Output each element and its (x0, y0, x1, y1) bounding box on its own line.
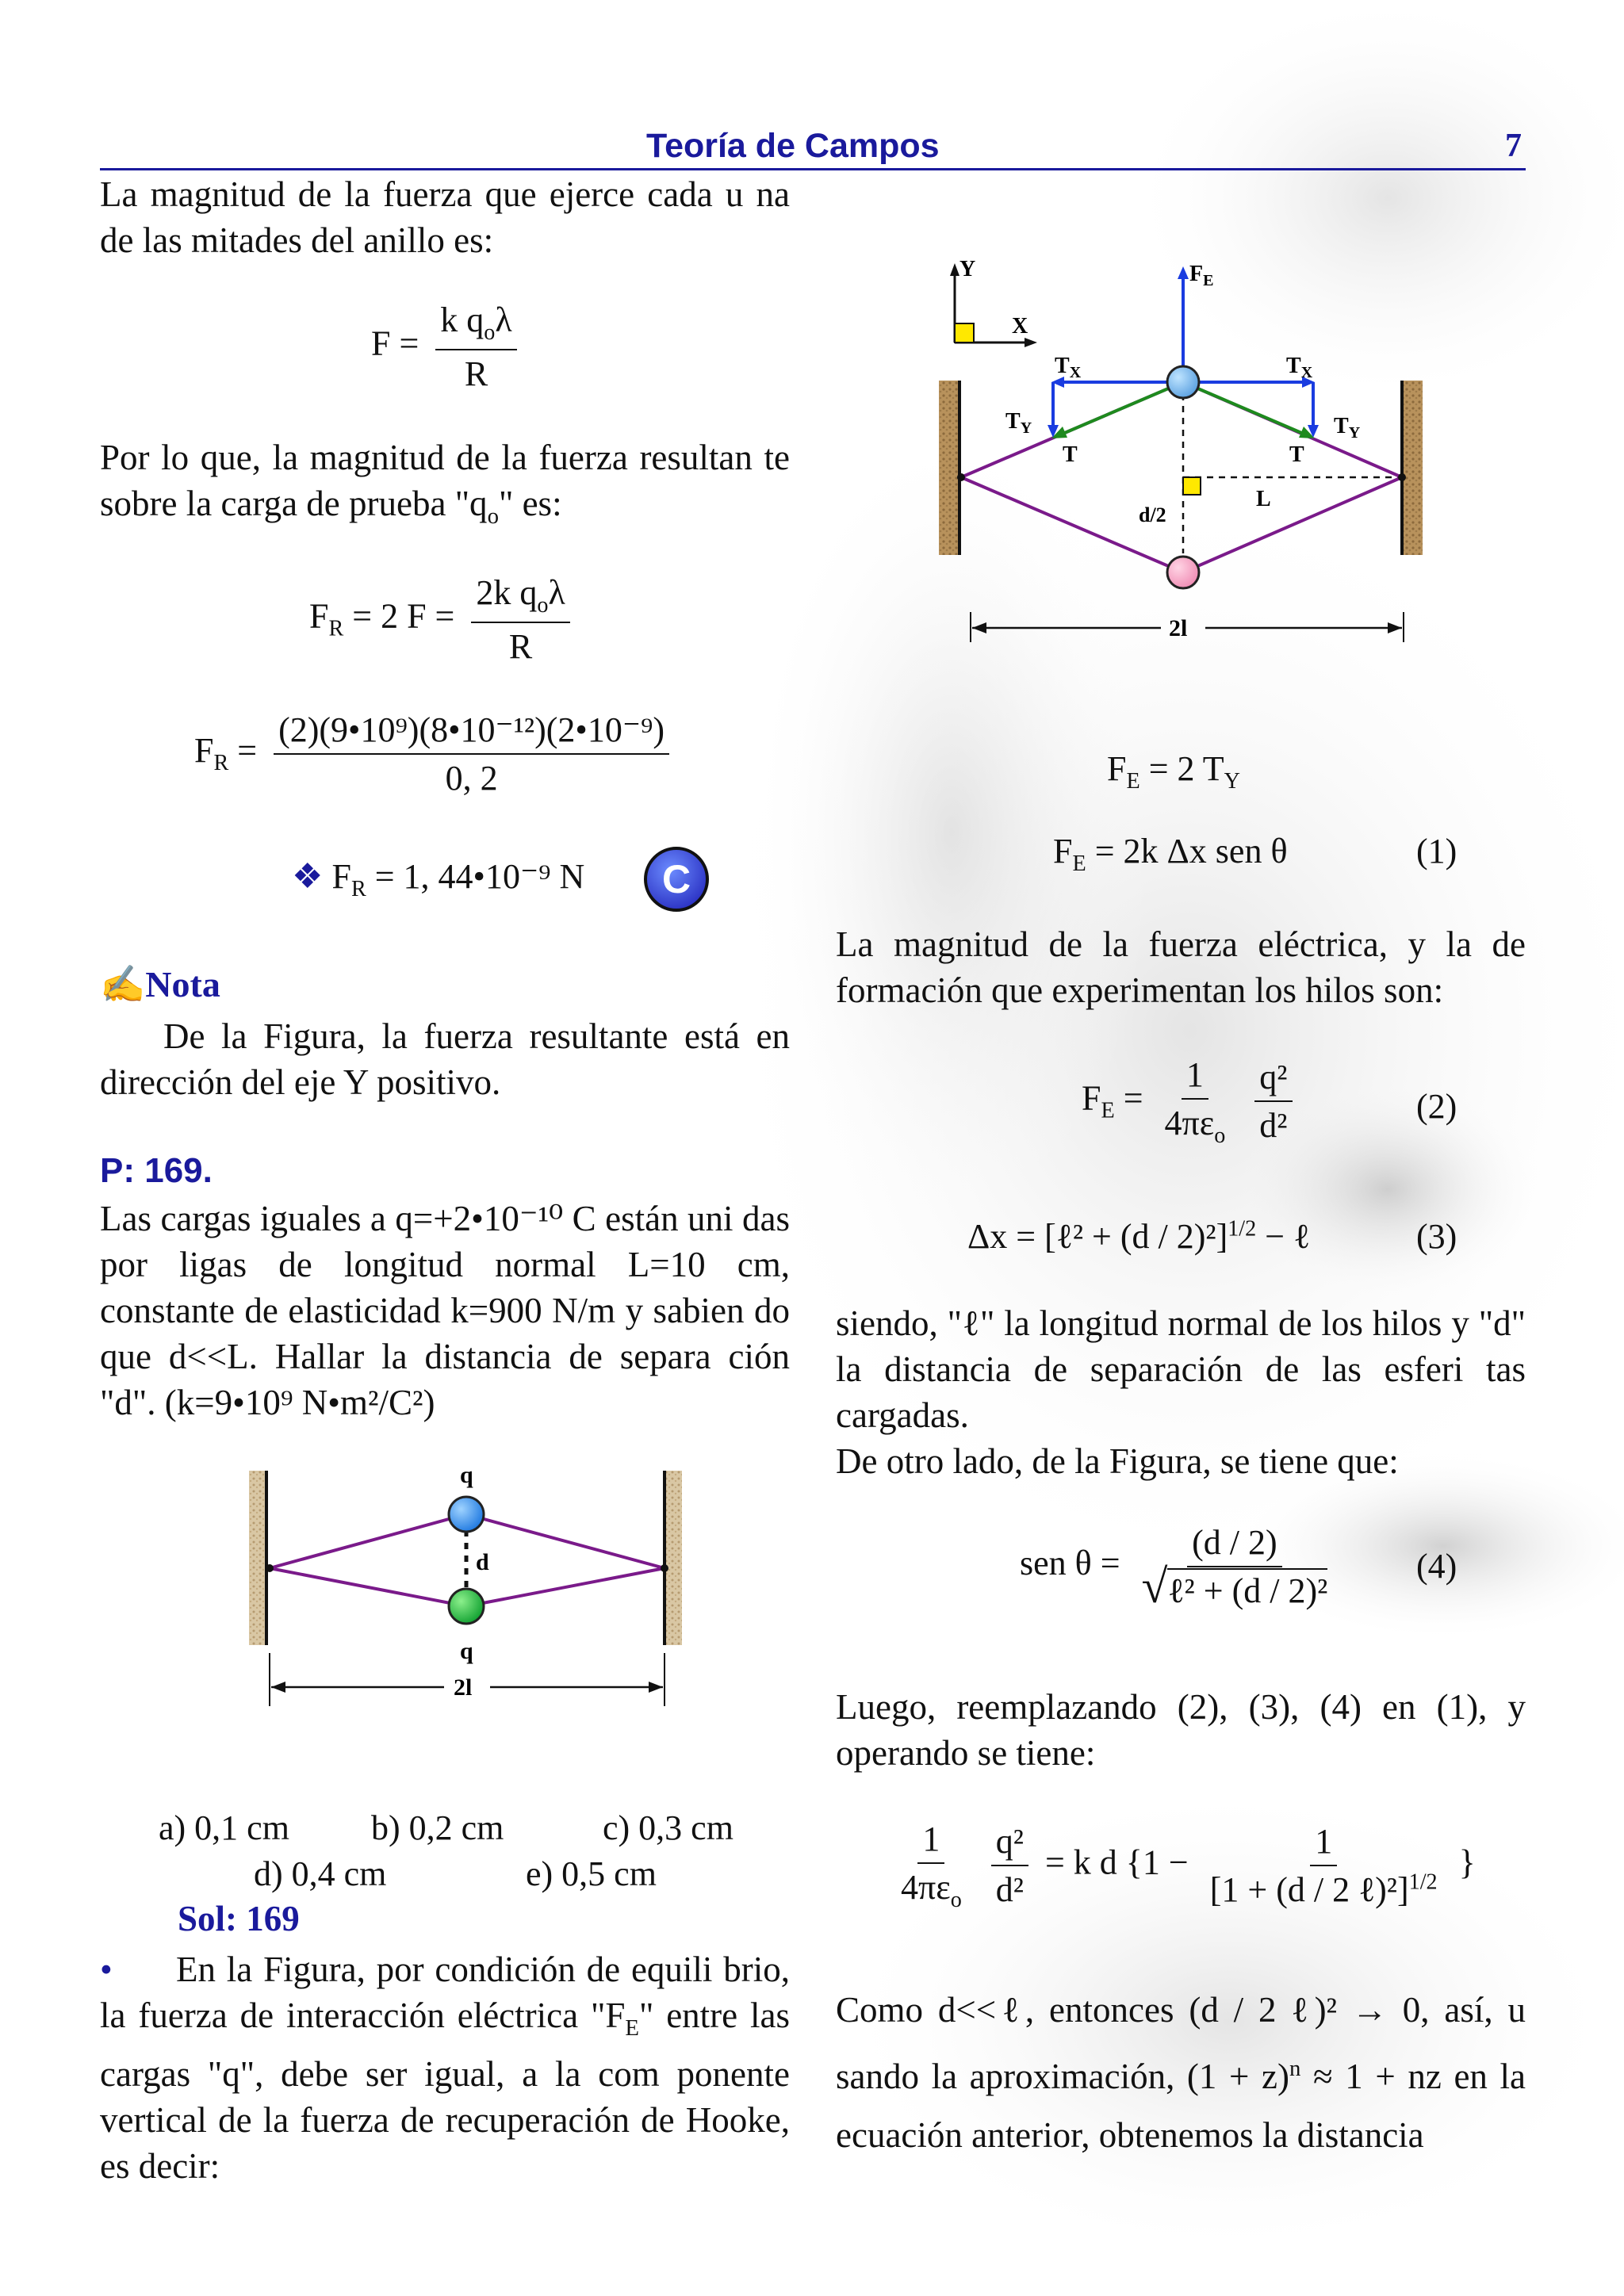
solution-text: En la Figura, por condición de equili brio, la fuerza de interacción eléctrica "$F_E$" entre las cargas "q", debe ser igual, a la com ponente vertical de la fuerza de recuperación de Hooke, es decir: (100, 1950, 790, 2186)
option-b: b) 0,2 cm (371, 1808, 504, 1847)
left-wall (939, 381, 958, 555)
figure-charges-spring (246, 1451, 690, 1712)
left-wall (249, 1471, 265, 1645)
answer-c-badge: C (644, 847, 709, 912)
left-paragraph-1: La magnitud de la fuerza que ejerce cada u na de las mitades del anillo es: (100, 174, 790, 260)
problem-label: P: 169. (100, 1151, 213, 1190)
equation-5: $\frac{1}{4\pi\varepsilon_o}$ $\frac{\text{q²}}{\text{d²}}$ = k d {1 − $\frac{1}{[1 + (d / 2 \ell)^2]^{1/2}}$ } (901, 1820, 1476, 1912)
label-d: d (476, 1549, 489, 1575)
option-e: e) 0,5 cm (526, 1854, 657, 1893)
nota-heading: ✍Nota (100, 964, 220, 1004)
equation-2-number: (2) (1416, 1087, 1457, 1126)
equation-1-number: (1) (1416, 832, 1457, 871)
option-d: d) 0,4 cm (254, 1854, 387, 1893)
page-number: 7 (1505, 128, 1522, 164)
label-d-half: d/2 (1139, 503, 1166, 526)
charge-bottom (449, 1589, 484, 1624)
equation-FR-1: $F_R = 2$ F = $\frac{2k q_o\lambda}{R}$ (309, 572, 578, 667)
label-q-top: q (460, 1462, 473, 1488)
axis-y-label: Y (959, 257, 976, 281)
left-paragraph-2: Por lo que, la magnitud de la fuerza resultan te sobre la carga de prueba "$q_o$" es: (100, 438, 790, 529)
equation-4-number: (4) (1416, 1547, 1457, 1586)
diamond-bullet-icon: ❖ (292, 857, 324, 896)
equation-3: Δx = [ℓ² + (d / 2)²]$^{1/2}$ − ℓ (967, 1216, 1311, 1256)
label-Ty-right: $T_Y$ (1334, 414, 1361, 442)
equation-2: $F_E$ = $\frac{1}{4\pi\varepsilon_o}$ $\frac{\text{q²}}{\text{d²}}$ (1082, 1054, 1300, 1149)
figure-forces (936, 254, 1443, 666)
right-paragraph-1: La magnitud de la fuerza eléctrica, y la de formación que experimentan los hilos son: (836, 924, 1526, 1010)
right-paragraph-2: siendo, "ℓ" la longitud normal de los hilos y "d" la distancia de separación de las esferi tas cargadas. (836, 1303, 1526, 1435)
right-paragraph-3: De otro lado, de la Figura, se tiene que: (836, 1441, 1399, 1481)
right-wall (1404, 381, 1423, 555)
label-2l-dim: 2l (1169, 615, 1188, 641)
problem-text: Las cargas iguales a q=+2•10⁻¹⁰ C están uni das por ligas de longitud normal L=10 cm, constante de elasticidad k=900 N/m y sabien do que d<<L. Hallar la distancia de separa ción "d". (k=9•10⁹ N•m²/C²) (100, 1199, 790, 1422)
solution-label: Sol: 169 (178, 1899, 300, 1938)
equation-FR-2: $F_R$ = $\frac{\text{(2)(9•10⁹)(8•10⁻¹²)(2•10⁻⁹)}}{0, 2}$ (194, 710, 677, 798)
axis-x-label: X (1012, 314, 1028, 339)
charge-top (449, 1497, 484, 1532)
result-FR: ❖ $F_R = 1$, 44•10⁻⁹ N (292, 857, 585, 901)
right-paragraph-5: Como d<<ℓ, entonces (d / 2 ℓ)² → 0, así, u sando la aproximación, $(1 + z)^n \approx 1$ + nz en la ecuación anterior, obtenemos la distancia (836, 1990, 1526, 2155)
equation-FE-TY: $F_E = 2$ $T_Y$ (1107, 749, 1240, 794)
nota-text: De la Figura, la fuerza resultante está en dirección del eje Y positivo. (100, 1016, 790, 1102)
label-2l: 2l (454, 1674, 473, 1701)
label-T-right: T (1289, 442, 1304, 467)
label-L: L (1256, 487, 1271, 511)
pencil-icon: ✍ (100, 964, 146, 1004)
label-FE: $F_E$ (1189, 262, 1214, 289)
charge-top (1167, 366, 1199, 398)
equation-F: F = $\frac{k q_o\lambda}{R}$ (371, 300, 525, 394)
header-title: Teoría de Campos (646, 127, 940, 165)
option-c: c) 0,3 cm (603, 1808, 733, 1847)
equation-1: $F_E = 2k$ Δx sen θ (1053, 832, 1288, 876)
header-rule (100, 168, 1526, 170)
label-Tx-right: $T_X$ (1286, 354, 1313, 381)
option-a: a) 0,1 cm (159, 1808, 289, 1847)
label-Tx-left: $T_X$ (1055, 354, 1082, 381)
right-wall (666, 1471, 682, 1645)
right-paragraph-4: Luego, reemplazando (2), (3), (4) en (1), y operando se tiene: (836, 1687, 1526, 1773)
label-Ty-left: $T_Y$ (1005, 409, 1032, 437)
label-T-left: T (1063, 442, 1078, 467)
equation-3-number: (3) (1416, 1217, 1457, 1256)
bullet-icon: • (100, 1950, 113, 1989)
equation-4: sen θ = $\frac{(d / 2)}{\text{√ℓ² + (d / 2)²}}$ (1020, 1523, 1328, 1613)
charge-bottom (1167, 557, 1199, 588)
label-q-bottom: q (460, 1638, 473, 1664)
